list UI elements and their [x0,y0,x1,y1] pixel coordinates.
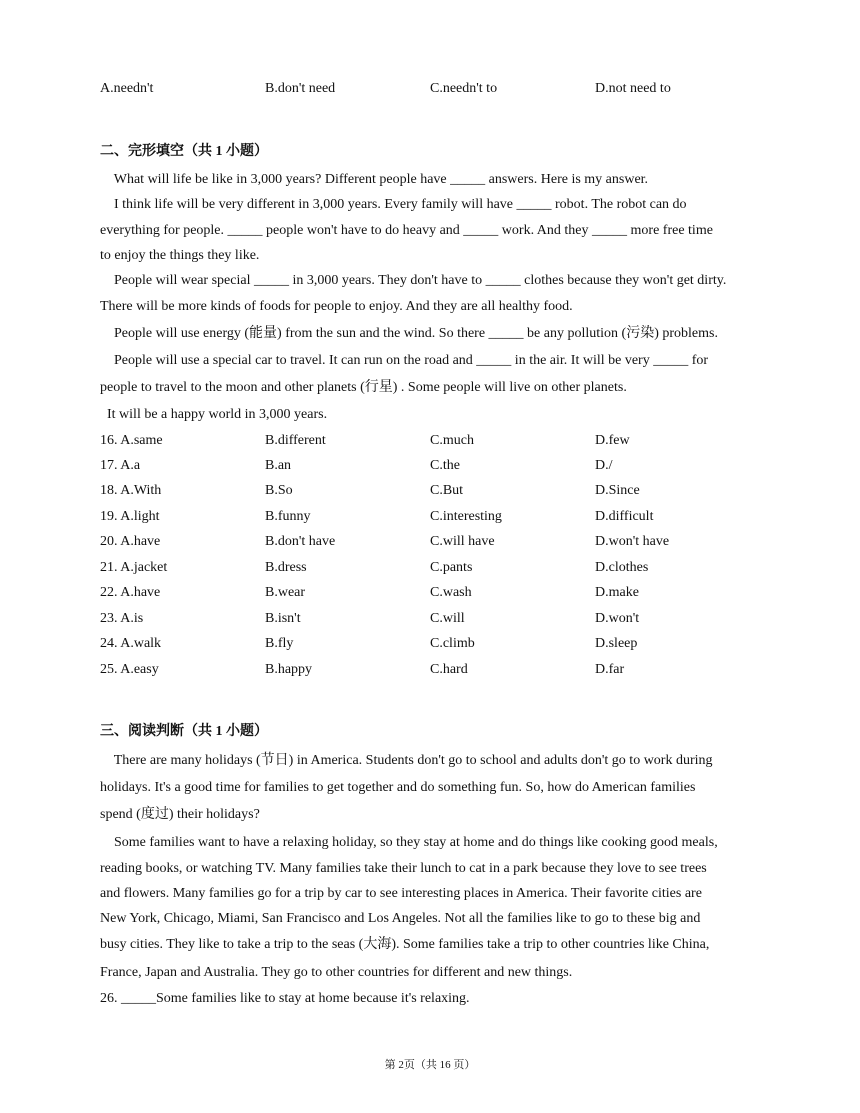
option-b: B.happy [265,662,313,677]
option-d: D.sleep [595,636,638,651]
cloze-line: What will life be like in 3,000 years? Different people have _____ answers. Here is my answer. [100,172,649,187]
question-row-18 [100,481,800,501]
question-row-24 [100,634,800,654]
question-row-21 [100,558,800,578]
cloze-line: people to travel to the moon and other planets (行星) . Some people will live on other planets. [100,380,627,395]
cloze-line: It will be a happy world in 3,000 years. [100,407,328,422]
reading-line: There are many holidays (节日) in America. Students don't go to school and adults don't go to work during [100,753,713,768]
reading-line: spend (度过) their holidays? [100,807,260,822]
option-c: C.interesting [430,509,502,524]
option-c: C.needn't to [430,81,498,96]
question-row-17 [100,456,800,476]
option-b: B.don't have [265,534,336,549]
question-row-25 [100,660,800,680]
question-26: 26. _____Some families like to stay at home because it's relaxing. [100,991,470,1006]
option-b: B.So [265,483,293,498]
reading-line: and flowers. Many families go for a trip by car to see interesting places in America. Their favorite cities are [100,886,702,901]
cloze-line: People will use energy (能量) from the sun and the wind. So there _____ be any pollution (污染) problems. [100,326,718,341]
option-c: C.pants [430,560,473,575]
option-b: B.don't need [265,81,336,96]
option-b: B.an [265,458,292,473]
reading-line: Some families want to have a relaxing holiday, so they stay at home and do things like cooking good meals, [100,835,718,850]
question-row-20 [100,532,800,552]
option-a: A.needn't [100,81,154,96]
option-c: C.hard [430,662,468,677]
option-d: D.won't [595,611,640,626]
question-row-19 [100,507,800,527]
option-d: D.Since [595,483,640,498]
option-a: 25. A.easy [100,662,159,677]
option-d: D.make [595,585,639,600]
option-d: D.far [595,662,625,677]
option-a: 20. A.have [100,534,161,549]
reading-line: reading books, or watching TV. Many families take their lunch to cat in a park because they love to see trees [100,861,707,876]
option-a: 19. A.light [100,509,160,524]
reading-line: holidays. It's a good time for families to get together and do something fun. So, how do American families [100,780,696,795]
option-b: B.different [265,433,326,448]
option-a: 24. A.walk [100,636,162,651]
cloze-line: There will be more kinds of foods for people to enjoy. And they are all healthy food. [100,299,573,314]
reading-line: New York, Chicago, Miami, San Francisco and Los Angeles. Not all the families like to go to these big and [100,911,701,926]
option-a: 17. A.a [100,458,141,473]
reading-line: busy cities. They like to take a trip to the seas (大海). Some families take a trip to other countries like China, [100,937,710,952]
option-c: C.will have [430,534,495,549]
option-c: C.much [430,433,474,448]
option-c: C.will [430,611,465,626]
option-d: D.few [595,433,630,448]
option-d: D.clothes [595,560,649,575]
option-a: 22. A.have [100,585,161,600]
section2-title: 二、完形填空（共 1 小题） [100,144,268,159]
question-row-23 [100,609,800,629]
option-a: 16. A.same [100,433,163,448]
option-row-top [100,79,800,99]
option-d: D.difficult [595,509,654,524]
option-d: D./ [595,458,613,473]
option-b: B.isn't [265,611,301,626]
option-a: 18. A.With [100,483,162,498]
page-footer: 第 2页（共 16 页） [384,1059,476,1071]
option-b: B.dress [265,560,307,575]
option-c: C.the [430,458,460,473]
cloze-line: everything for people. _____ people won't have to do heavy and _____ work. And they _____ more free time [100,223,713,238]
option-b: B.wear [265,585,306,600]
option-b: B.funny [265,509,311,524]
cloze-line: I think life will be very different in 3,000 years. Every family will have _____ robot. The robot can do [100,197,687,212]
option-c: C.But [430,483,464,498]
reading-line: France, Japan and Australia. They go to other countries for different and new things. [100,965,573,980]
option-a: 21. A.jacket [100,560,168,575]
option-d: D.won't have [595,534,670,549]
question-row-16 [100,431,800,451]
cloze-line: People will wear special _____ in 3,000 years. They don't have to _____ clothes because they won't get dirty. [100,273,727,288]
cloze-line: to enjoy the things they like. [100,248,260,263]
section3-title: 三、阅读判断（共 1 小题） [100,724,268,739]
question-row-22 [100,583,800,603]
option-d: D.not need to [595,81,671,96]
option-c: C.climb [430,636,475,651]
option-c: C.wash [430,585,472,600]
option-a: 23. A.is [100,611,144,626]
option-b: B.fly [265,636,294,651]
cloze-line: People will use a special car to travel. It can run on the road and _____ in the air. It will be very _____ for [100,353,709,368]
